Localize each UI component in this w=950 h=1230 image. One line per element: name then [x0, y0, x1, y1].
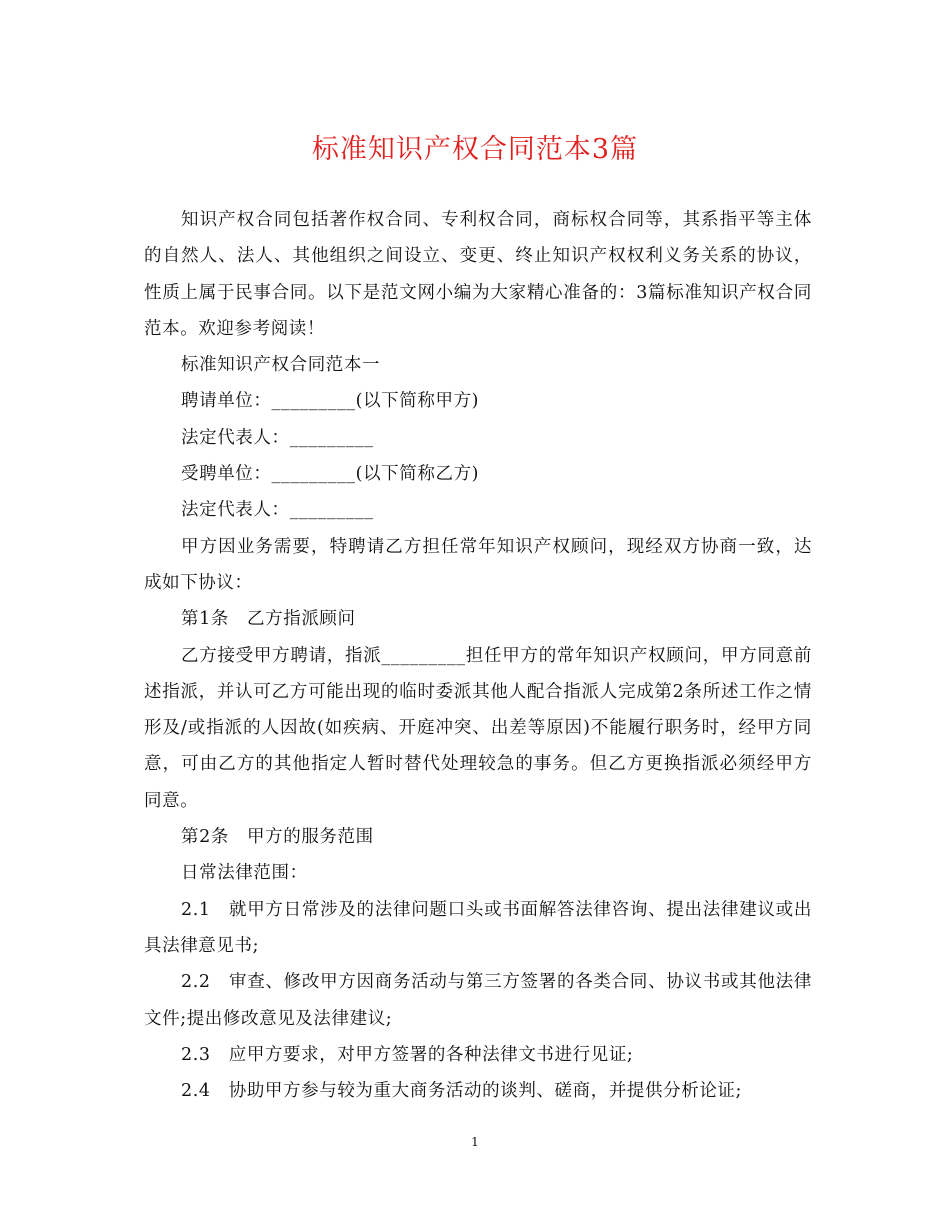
article-heading: 第2条 甲方的服务范围	[181, 827, 374, 848]
clause-item: 2.4 协助甲方参与较为重大商务活动的谈判、磋商，并提供分析论证;	[181, 1081, 743, 1102]
article-heading: 第1条 乙方指派顾问	[181, 609, 356, 630]
intro-paragraph: 知识产权合同包括著作权合同、专利权合同，商标权合同等，其系指平等主体的自然人、法人、其他组织之间设立、变更、终止知识产权权利义务关系的协议，性质上属于民事合同。以下是范文网小编为大家精心准备的：3篇标准知识产权合同范本。欢迎参考阅读！	[144, 210, 812, 339]
hired-party-line: 受聘单位：_________(以下简称乙方)	[181, 464, 480, 485]
article-paragraph: 乙方接受甲方聘请，指派_________担任甲方的常年知识产权顾问，甲方同意前述指派，并认可乙方可能出现的临时委派其他人配合指派人完成第2条所述工作之情形及/或指派的人因故(如疾病、开庭冲突、出差等原因)不能履行职务时，经甲方同意，可由乙方的其他指定人暂时替代处理较急的事务。但乙方更换指派必须经甲方同意。	[144, 645, 812, 811]
legal-representative-line: 法定代表人：_________	[181, 427, 374, 448]
clause-item: 2.1 就甲方日常涉及的法律问题口头或书面解答法律咨询、提出法律建议或出具法律意见书;	[144, 899, 812, 956]
agreement-preamble: 甲方因业务需要，特聘请乙方担任常年知识产权顾问，现经双方协商一致，达成如下协议：	[144, 536, 812, 593]
legal-representative-line: 法定代表人：_________	[181, 500, 374, 521]
list-heading: 日常法律范围：	[181, 863, 308, 884]
clause-item: 2.3 应甲方要求，对甲方签署的各种法律文书进行见证;	[181, 1044, 634, 1065]
document-body	[144, 202, 812, 1109]
page-number: 1	[471, 1135, 479, 1149]
document-title: 标准知识产权合同范本3篇	[311, 134, 639, 165]
clause-item: 2.2 审查、修改甲方因商务活动与第三方签署的各类合同、协议书或其他法律文件;提出修改意见及法律建议;	[144, 972, 812, 1029]
section-heading-contract-one: 标准知识产权合同范本一	[181, 355, 381, 376]
hiring-party-line: 聘请单位：_________(以下简称甲方)	[181, 391, 480, 412]
